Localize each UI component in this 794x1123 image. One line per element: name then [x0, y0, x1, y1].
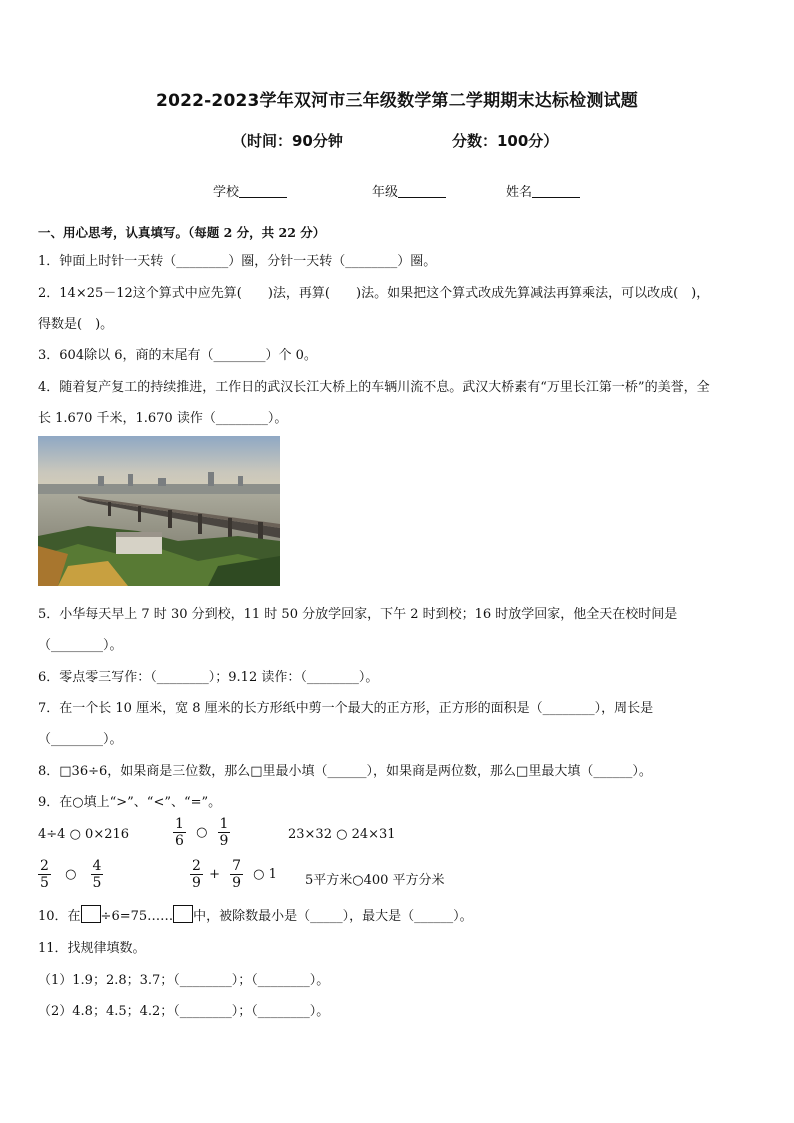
question-4-line2: 长 1.670 千米，1.670 读作（________）。	[38, 411, 288, 426]
question-9: 9．在○填上“>”、“<”、“=”。	[38, 795, 222, 810]
q9-item-4: $\frac{2}{5}$ ○ $\frac{4}{5}$	[40, 858, 102, 891]
question-2-line2: 得数是( )。	[38, 317, 114, 332]
q9-item-5: $\frac{2}{9}$ + $\frac{7}{9}$ ○ 1	[192, 858, 277, 891]
fraction: $\frac{4}{5}$	[92, 858, 102, 891]
grade-blank	[398, 184, 446, 198]
fraction: $\frac{1}{9}$	[219, 816, 229, 849]
fraction: $\frac{1}{6}$	[175, 816, 184, 849]
q9-item-2: $\frac{1}{6}$ ○ $\frac{1}{9}$	[175, 816, 229, 849]
fraction: $\frac{2}{9}$	[192, 858, 201, 891]
school-blank	[239, 184, 287, 198]
question-10: 10．在 ÷6=75…… 中，被除数最小是（_____），最大是（______）。	[38, 905, 473, 924]
exam-time: （时间：90分钟	[232, 132, 343, 150]
section-heading: 一、用心思考，认真填写。（每题 2 分，共 22 分）	[38, 225, 326, 240]
page-title: 2022-2023学年双河市三年级数学第二学期期末达标检测试题	[156, 91, 638, 111]
grade-field	[372, 181, 446, 200]
q9-item-1: 4÷4 ○ 0×216	[38, 827, 130, 842]
q9-item-6: 5平方米○400 平方分米	[305, 873, 445, 888]
question-5-line1: 5．小华每天早上 7 时 30 分到校，11 时 50 分放学回家，下午 2 时到校；16 时放学回家，他全天在校时间是	[38, 607, 678, 622]
name-field	[506, 181, 580, 200]
question-8: 8．□36÷6，如果商是三位数，那么□里最小填（______），如果商是两位数，那么□里最大填（______）。	[38, 764, 652, 779]
question-1: 1．钟面上时针一天转（________）圈，分针一天转（________）圈。	[38, 254, 437, 269]
grade-label: 年级	[372, 185, 399, 200]
fraction: $\frac{7}{9}$	[232, 858, 242, 891]
fraction: $\frac{2}{5}$	[40, 858, 49, 891]
blank-box	[173, 905, 193, 923]
question-11: 11．找规律填数。	[38, 941, 146, 956]
question-6: 6．零点零三写作：（________）；9.12 读作：（________）。	[38, 670, 379, 685]
name-label: 姓名	[506, 185, 533, 200]
question-2-line1: 2．14×25－12这个算式中应先算( )法，再算( )法。如果把这个算式改成先算减法再算乘法，可以改成( )，	[38, 286, 710, 301]
question-7-line2: （________）。	[38, 732, 123, 747]
question-7-line1: 7．在一个长 10 厘米，宽 8 厘米的长方形纸中剪一个最大的正方形，正方形的面积是（________），周长是	[38, 701, 654, 716]
question-5-line2: （________）。	[38, 638, 123, 653]
question-11-part-2: （2）4.8；4.5；4.2；（________）；（________）。	[38, 1004, 330, 1019]
name-blank	[532, 184, 580, 198]
bridge-photo	[38, 436, 280, 586]
question-3: 3．604除以 6，商的末尾有（________）个 0。	[38, 348, 317, 363]
exam-score: 分数：100分）	[452, 132, 559, 150]
question-11-part-1: （1）1.9；2.8；3.7；（________）；（________）。	[38, 973, 330, 988]
school-label: 学校	[213, 185, 240, 200]
question-4-line1: 4．随着复产复工的持续推进，工作日的武汉长江大桥上的车辆川流不息。武汉大桥素有“万里长江第一桥”的美誉，全	[38, 380, 710, 395]
q9-item-3: 23×32 ○ 24×31	[288, 827, 396, 842]
blank-box	[81, 905, 101, 923]
school-field	[213, 181, 287, 200]
